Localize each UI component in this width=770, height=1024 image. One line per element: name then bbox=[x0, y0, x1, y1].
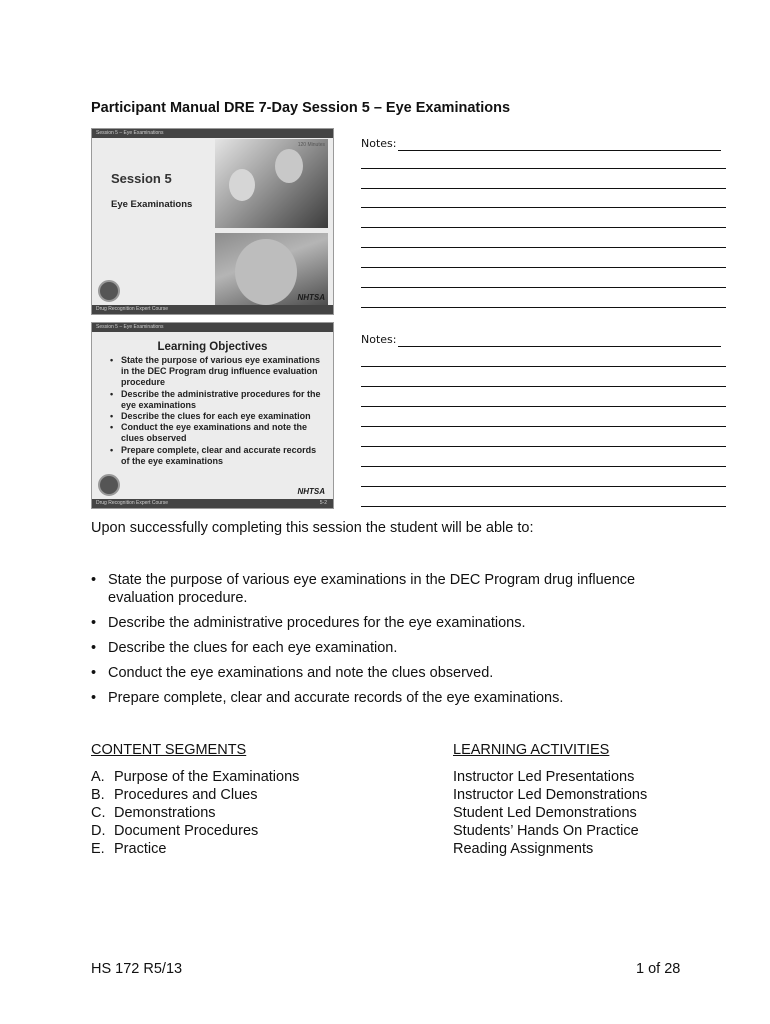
document-code: HS 172 R5/13 bbox=[91, 961, 183, 977]
intro-text: Upon successfully completing this session the student will be able to: bbox=[91, 520, 534, 536]
list-item: • Conduct the eye examinations and note the clues observed. bbox=[91, 664, 691, 682]
list-item: B. Procedures and Clues bbox=[91, 787, 258, 803]
notes-line[interactable] bbox=[361, 207, 726, 208]
notes-line[interactable] bbox=[361, 227, 726, 228]
nhtsa-logo: NHTSA bbox=[297, 487, 325, 496]
notes-line[interactable] bbox=[361, 486, 726, 487]
list-item: • Conduct the eye examinations and note the clues observed bbox=[104, 422, 325, 444]
list-item: • Prepare complete, clear and accurate records of the eye examinations. bbox=[91, 689, 691, 707]
slide-photo-examination bbox=[215, 139, 328, 228]
notes-line[interactable] bbox=[361, 466, 726, 467]
notes-line[interactable] bbox=[361, 188, 726, 189]
list-item: • Describe the administrative procedures for the eye examinations bbox=[104, 389, 325, 411]
list-item: • State the purpose of various eye examinations in the DEC Program drug influence evaluation procedure bbox=[104, 355, 325, 389]
notes-line[interactable] bbox=[398, 346, 721, 347]
list-item: D. Document Procedures bbox=[91, 823, 259, 839]
dec-seal-icon bbox=[98, 280, 120, 302]
list-item: • Describe the clues for each eye examination bbox=[104, 411, 325, 422]
notes-line[interactable] bbox=[361, 287, 726, 288]
slide-footer-text: Drug Recognition Expert Course bbox=[96, 500, 168, 506]
notes-line[interactable] bbox=[361, 406, 726, 407]
list-item: Instructor Led Demonstrations bbox=[453, 787, 648, 803]
notes-line[interactable] bbox=[398, 150, 721, 151]
notes-line[interactable] bbox=[361, 168, 726, 169]
list-item: Student Led Demonstrations bbox=[453, 805, 637, 821]
slide-session-title: Session 5 bbox=[111, 171, 172, 186]
slide-header-bar: Session 5 – Eye Examinations bbox=[92, 129, 333, 138]
slide-objectives-title: Learning Objectives bbox=[157, 341, 268, 353]
page-number: 1 of 28 bbox=[636, 961, 681, 977]
notes-line[interactable] bbox=[361, 247, 726, 248]
slide-header-bar: Session 5 – Eye Examinations bbox=[92, 323, 333, 332]
page-title: Participant Manual DRE 7-Day Session 5 – Eye Examinations bbox=[91, 100, 511, 116]
slide-page-number: 5-2 bbox=[319, 500, 327, 506]
notes-line[interactable] bbox=[361, 366, 726, 367]
slide-minutes: 120 Minutes bbox=[297, 142, 325, 148]
slide-footer-bar bbox=[92, 499, 333, 508]
list-item: E. Practice bbox=[91, 841, 167, 857]
notes-line[interactable] bbox=[361, 426, 726, 427]
list-item: A. Purpose of the Examinations bbox=[91, 769, 300, 785]
notes-line[interactable] bbox=[361, 446, 726, 447]
list-item: C. Demonstrations bbox=[91, 805, 216, 821]
slide-footer-bar: Drug Recognition Expert Course bbox=[92, 305, 333, 314]
notes-label: Notes: bbox=[361, 137, 397, 150]
objectives-list bbox=[91, 571, 691, 714]
slide-session-5 bbox=[91, 128, 334, 315]
list-item: • Prepare complete, clear and accurate records of the eye examinations bbox=[104, 445, 325, 467]
slide-session-subtitle: Eye Examinations bbox=[111, 199, 193, 210]
slide-learning-objectives bbox=[91, 322, 334, 509]
notes-line[interactable] bbox=[361, 386, 726, 387]
learning-activities bbox=[453, 741, 647, 858]
learning-activities-heading: LEARNING ACTIVITIES bbox=[453, 742, 610, 758]
content-segments-heading: CONTENT SEGMENTS bbox=[91, 742, 247, 758]
list-item: Instructor Led Presentations bbox=[453, 769, 635, 785]
slide-objectives-list bbox=[104, 355, 325, 467]
nhtsa-logo: NHTSA bbox=[297, 293, 325, 302]
notes-line[interactable] bbox=[361, 506, 726, 507]
list-item: • Describe the clues for each eye examination. bbox=[91, 639, 691, 657]
notes-line[interactable] bbox=[361, 267, 726, 268]
list-item: • Describe the administrative procedures for the eye examinations. bbox=[91, 614, 691, 632]
content-segments bbox=[91, 741, 299, 858]
notes-line[interactable] bbox=[361, 307, 726, 308]
list-item: Students’ Hands On Practice bbox=[453, 823, 639, 839]
notes-label: Notes: bbox=[361, 333, 397, 346]
list-item: Reading Assignments bbox=[453, 841, 594, 857]
list-item: • State the purpose of various eye examinations in the DEC Program drug influence evaluation procedure. bbox=[91, 571, 691, 607]
dec-seal-icon bbox=[98, 474, 120, 496]
